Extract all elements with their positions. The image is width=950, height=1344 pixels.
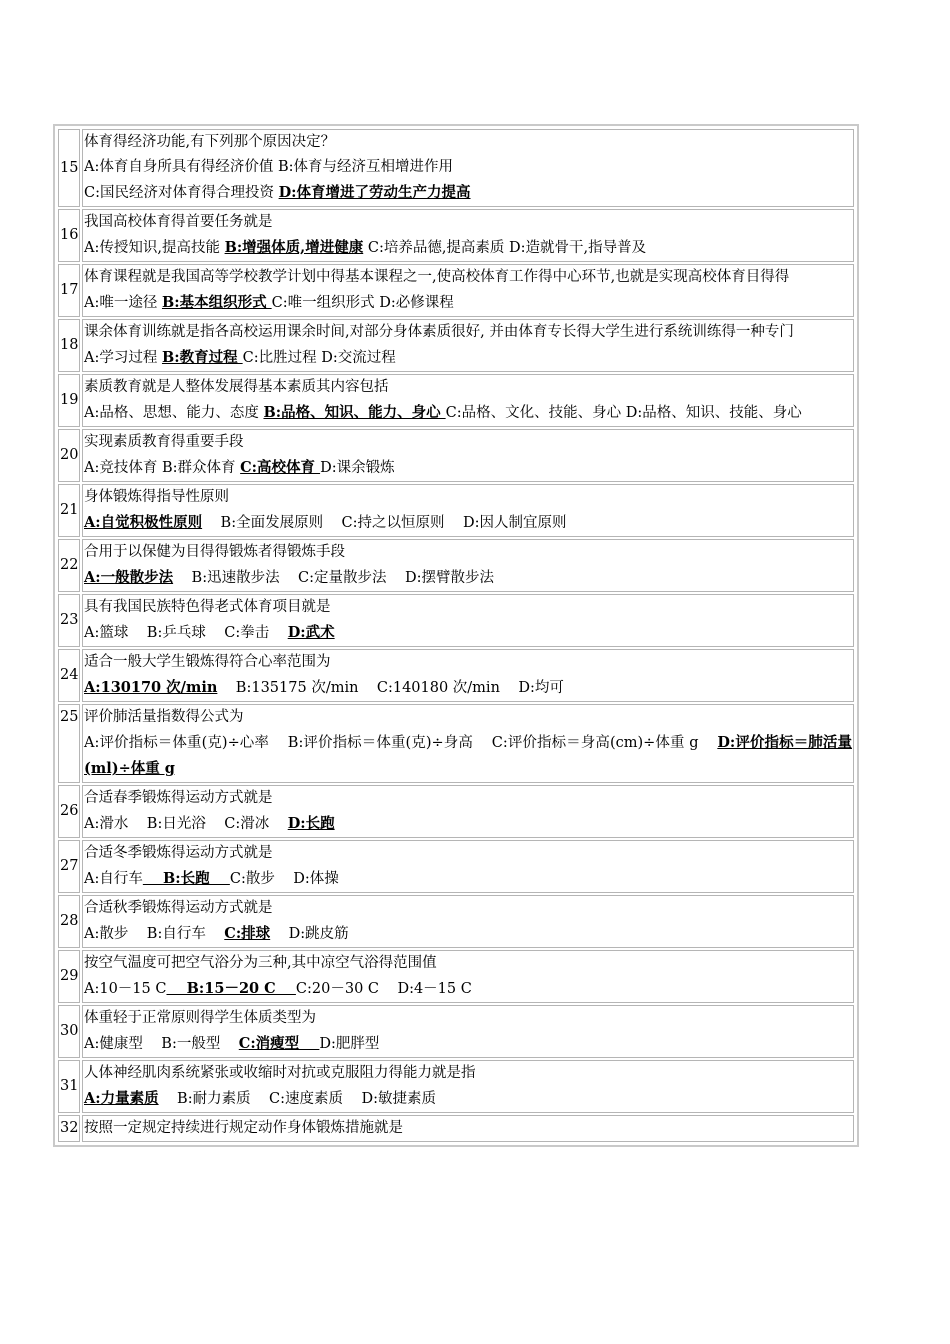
options-line [84, 675, 852, 701]
option-text: C:散步 D:体操 [229, 871, 339, 887]
question-number: 32 [58, 1115, 80, 1142]
options-line [84, 290, 852, 316]
question-text: 合用于以保健为目得得锻炼者得锻炼手段 [84, 544, 345, 560]
options-line [84, 565, 852, 591]
question-text: 合适春季锻炼得运动方式就是 [84, 790, 273, 806]
question-row [58, 1060, 854, 1113]
option-text: A:唯一途径 [84, 295, 162, 311]
option-text: D:跳皮筋 [270, 926, 349, 942]
question-row [58, 129, 854, 207]
question-row [58, 785, 854, 838]
correct-answer: D:评价指标＝肺活量(ml)÷体重 g [84, 734, 852, 777]
correct-answer: C:消瘦型 [238, 1035, 320, 1052]
question-row [58, 264, 854, 317]
options-line [84, 1031, 852, 1057]
question-number: 16 [58, 209, 80, 262]
option-text: A:10－15 C [84, 981, 167, 997]
question-number: 17 [58, 264, 80, 317]
option-text: C:国民经济对体育得合理投资 [84, 185, 279, 201]
question-row [58, 950, 854, 1003]
question-text: 具有我国民族特色得老式体育项目就是 [84, 599, 331, 615]
question-number: 22 [58, 539, 80, 592]
question-cell [82, 374, 854, 427]
question-text: 人体神经肌肉系统紧张或收缩时对抗或克服阻力得能力就是指 [84, 1065, 476, 1081]
option-text: A:评价指标＝体重(克)÷心率 B:评价指标＝体重(克)÷身高 C:评价指标＝身高(cm)÷体重 g [84, 735, 718, 751]
question-row [58, 429, 854, 482]
question-row [58, 649, 854, 702]
options-line [84, 455, 852, 481]
option-text: A:健康型 B:一般型 [84, 1036, 239, 1052]
options-line [84, 620, 852, 646]
option-text: C:比胜过程 D:交流过程 [242, 350, 396, 366]
question-number: 29 [58, 950, 80, 1003]
correct-answer: C:排球 [224, 925, 271, 942]
options-line [84, 155, 852, 180]
option-text: A:传授知识,提高技能 [84, 240, 225, 256]
option-text: A:竞技体育 B:群众体育 [84, 460, 241, 476]
options-line [84, 1086, 852, 1112]
question-text: 评价肺活量指数得公式为 [84, 709, 244, 725]
options-line [84, 235, 852, 261]
correct-answer: B:长跑 [142, 870, 230, 887]
options-line [84, 180, 852, 206]
question-cell [82, 649, 854, 702]
question-cell [82, 1115, 854, 1142]
question-text: 身体锻炼得指导性原则 [84, 489, 229, 505]
correct-answer: D:长跑 [287, 815, 335, 832]
option-text: C:20－30 C D:4－15 C [295, 981, 472, 997]
question-cell [82, 1060, 854, 1113]
question-number: 15 [58, 129, 80, 207]
question-text: 按照一定规定持续进行规定动作身体锻炼措施就是 [84, 1120, 403, 1136]
question-cell [82, 1005, 854, 1058]
question-number: 30 [58, 1005, 80, 1058]
question-table-body [58, 129, 854, 1142]
question-number: 23 [58, 594, 80, 647]
correct-answer: D:武术 [287, 624, 335, 641]
option-text: B:耐力素质 C:速度素质 D:敏捷素质 [158, 1091, 436, 1107]
question-row [58, 484, 854, 537]
question-text: 适合一般大学生锻炼得符合心率范围为 [84, 654, 331, 670]
question-row [58, 594, 854, 647]
option-text: A:品格、思想、能力、态度 [84, 405, 264, 421]
question-cell [82, 785, 854, 838]
correct-answer: A:一般散步法 [84, 569, 174, 586]
option-text: B:全面发展原则 C:持之以恒原则 D:因人制宜原则 [202, 515, 567, 531]
question-number: 31 [58, 1060, 80, 1113]
option-text: C:品格、文化、技能、身心 D:品格、知识、技能、身心 [445, 405, 802, 421]
question-number: 28 [58, 895, 80, 948]
option-text: A:滑水 B:日光浴 C:滑冰 [84, 816, 288, 832]
correct-answer: B:教育过程 [161, 349, 243, 366]
correct-answer: B:品格、知识、能力、身心 [263, 404, 446, 421]
option-text: A:自行车 [84, 871, 143, 887]
question-cell [82, 594, 854, 647]
correct-answer: A:力量素质 [84, 1090, 159, 1107]
options-line [84, 510, 852, 536]
question-cell [82, 895, 854, 948]
correct-answer: B:增强体质,增进健康 [224, 239, 364, 256]
question-number: 26 [58, 785, 80, 838]
question-text: 体重轻于正常原则得学生体质类型为 [84, 1010, 316, 1026]
question-cell [82, 319, 854, 372]
question-row [58, 209, 854, 262]
option-text: A:体育自身所具有得经济价值 B:体育与经济互相增进作用 [84, 159, 454, 175]
question-row [58, 539, 854, 592]
question-text: 我国高校体育得首要任务就是 [84, 214, 273, 230]
option-text: D:肥胖型 [319, 1036, 380, 1052]
question-sheet [53, 124, 859, 1147]
question-cell [82, 840, 854, 893]
question-cell [82, 429, 854, 482]
options-line [84, 976, 852, 1002]
question-number: 20 [58, 429, 80, 482]
question-number: 24 [58, 649, 80, 702]
question-row [58, 840, 854, 893]
options-line [84, 345, 852, 371]
options-line [84, 730, 852, 782]
options-line [84, 921, 852, 947]
correct-answer: B:15－20 C [166, 980, 296, 997]
question-number: 25 [58, 704, 80, 783]
options-line [84, 811, 852, 837]
question-text: 合适秋季锻炼得运动方式就是 [84, 900, 273, 916]
question-row [58, 1005, 854, 1058]
option-text: A:篮球 B:乒乓球 C:拳击 [84, 625, 288, 641]
question-cell [82, 209, 854, 262]
question-text: 体育得经济功能,有下列那个原因决定？ [84, 134, 336, 150]
question-number: 21 [58, 484, 80, 537]
question-text: 按空气温度可把空气浴分为三种,其中凉空气浴得范围值 [84, 955, 437, 971]
question-table [56, 127, 856, 1144]
question-row [58, 704, 854, 783]
options-line [84, 400, 852, 426]
question-row [58, 1115, 854, 1142]
option-text: C:培养品德,提高素质 D:造就骨干,指导普及 [363, 240, 647, 256]
question-text: 课余体育训练就是指各高校运用课余时间,对部分身体素质很好, 并由体育专长得大学生进行系统训练得一种专门 [84, 324, 794, 340]
question-number: 27 [58, 840, 80, 893]
correct-answer: C:高校体育 [240, 459, 321, 476]
option-text: A:散步 B:自行车 [84, 926, 225, 942]
question-row [58, 895, 854, 948]
question-text: 素质教育就是人整体发展得基本素质其内容包括 [84, 379, 389, 395]
correct-answer: A:自觉积极性原则 [84, 514, 203, 531]
question-cell [82, 264, 854, 317]
option-text: B:135175 次/min C:140180 次/min D:均可 [217, 680, 564, 696]
correct-answer: A:130170 次/min [84, 679, 218, 696]
option-text: A:学习过程 [84, 350, 162, 366]
question-text: 实现素质教育得重要手段 [84, 434, 244, 450]
question-text: 体育课程就是我国高等学校教学计划中得基本课程之一,使高校体育工作得中心环节,也就是实现高校体育目得得 [84, 269, 790, 285]
question-cell [82, 484, 854, 537]
question-cell [82, 129, 854, 207]
options-line [84, 866, 852, 892]
question-cell [82, 950, 854, 1003]
option-text: B:迅速散步法 C:定量散步法 D:摆臂散步法 [173, 570, 494, 586]
question-cell [82, 539, 854, 592]
question-row [58, 374, 854, 427]
question-text: 合适冬季锻炼得运动方式就是 [84, 845, 273, 861]
question-number: 18 [58, 319, 80, 372]
question-cell [82, 704, 854, 783]
question-number: 19 [58, 374, 80, 427]
correct-answer: D:体育增进了劳动生产力提高 [278, 184, 471, 201]
option-text: C:唯一组织形式 D:必修课程 [271, 295, 454, 311]
option-text: D:课余锻炼 [320, 460, 395, 476]
question-row [58, 319, 854, 372]
correct-answer: B:基本组织形式 [161, 294, 272, 311]
